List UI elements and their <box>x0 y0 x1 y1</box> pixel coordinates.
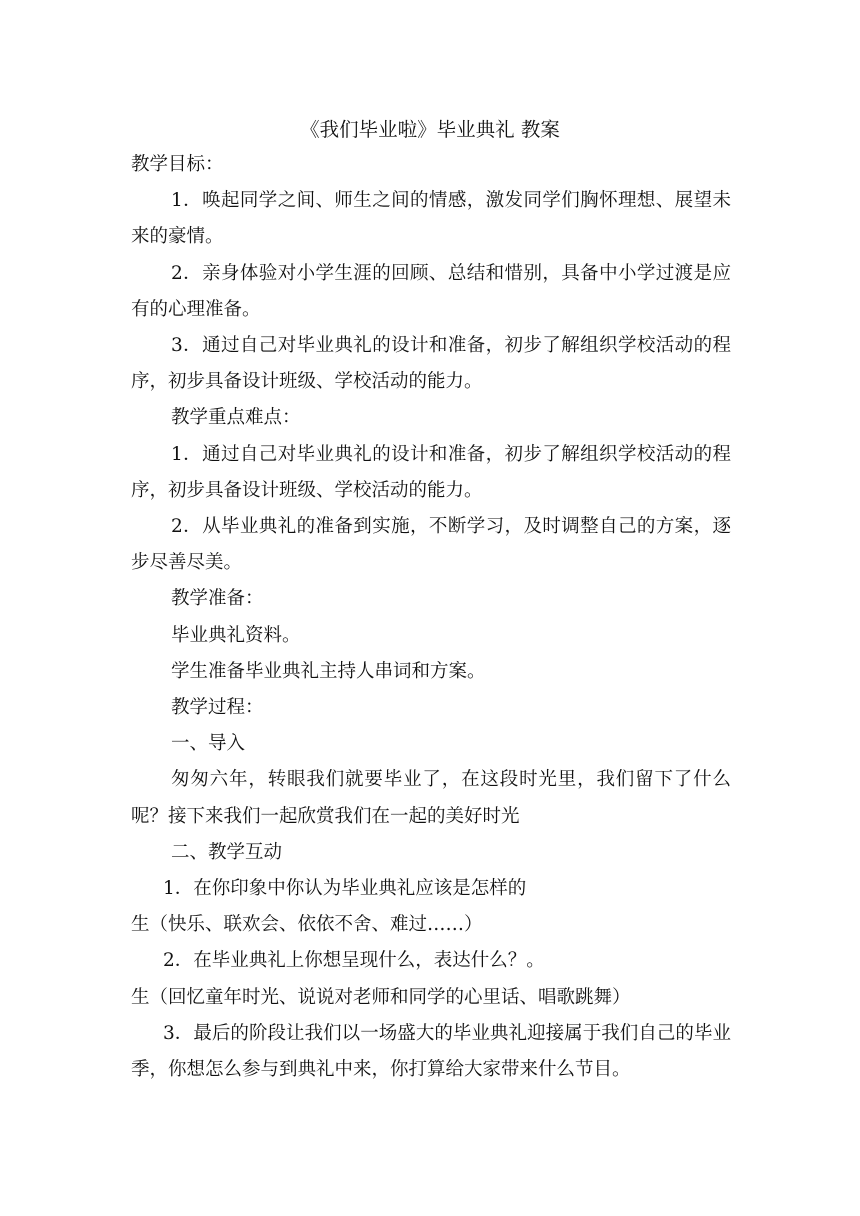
interaction-question-1: 1．在你印象中你认为毕业典礼应该是怎样的 <box>163 878 527 900</box>
student-answer-2: 生（回忆童年时光、说说对老师和同学的心里话、唱歌跳舞） <box>131 986 631 1008</box>
intro-text: 匆匆六年，转眼我们就要毕业了，在这段时光里，我们留下了什么呢？接下来我们一起欣赏我们在一起的美好时光 <box>131 769 731 827</box>
preparation-item-1: 毕业典礼资料。 <box>171 624 301 646</box>
section-heading-key-points: 教学重点难点： <box>171 407 301 429</box>
objective-item-1: 1．唤起同学之间、师生之间的情感，激发同学们胸怀理想、展望未来的豪情。 <box>131 190 731 248</box>
key-point-item-1: 1．通过自己对毕业典礼的设计和准备，初步了解组织学校活动的程序，初步具备设计班级、学校活动的能力。 <box>131 443 731 501</box>
document-title: 《我们毕业啦》毕业典礼 教案 <box>300 118 560 141</box>
objective-item-3: 3．通过自己对毕业典礼的设计和准备，初步了解组织学校活动的程序，初步具备设计班级、学校活动的能力。 <box>131 335 731 393</box>
interaction-question-3: 3．最后的阶段让我们以一场盛大的毕业典礼迎接属于我们自己的毕业季，你想怎么参与到典礼中来，你打算给大家带来什么节目。 <box>131 1022 731 1081</box>
objective-item-2: 2．亲身体验对小学生涯的回顾、总结和惜别，具备中小学过渡是应有的心理准备。 <box>131 262 731 320</box>
section-heading-objectives: 教学目标： <box>131 154 224 175</box>
process-step-intro: 一、导入 <box>171 733 246 755</box>
student-answer-1: 生（快乐、联欢会、依依不舍、难过……） <box>131 914 483 936</box>
interaction-question-2: 2．在毕业典礼上你想呈现什么，表达什么？。 <box>163 950 545 972</box>
section-heading-preparation: 教学准备： <box>171 588 264 610</box>
process-step-interaction: 二、教学互动 <box>171 841 283 863</box>
preparation-item-2: 学生准备毕业典礼主持人串词和方案。 <box>171 660 486 682</box>
document-body <box>131 147 731 1088</box>
section-heading-process: 教学过程： <box>171 697 264 719</box>
key-point-item-2: 2．从毕业典礼的准备到实施，不断学习，及时调整自己的方案，逐步尽善尽美。 <box>131 516 731 574</box>
